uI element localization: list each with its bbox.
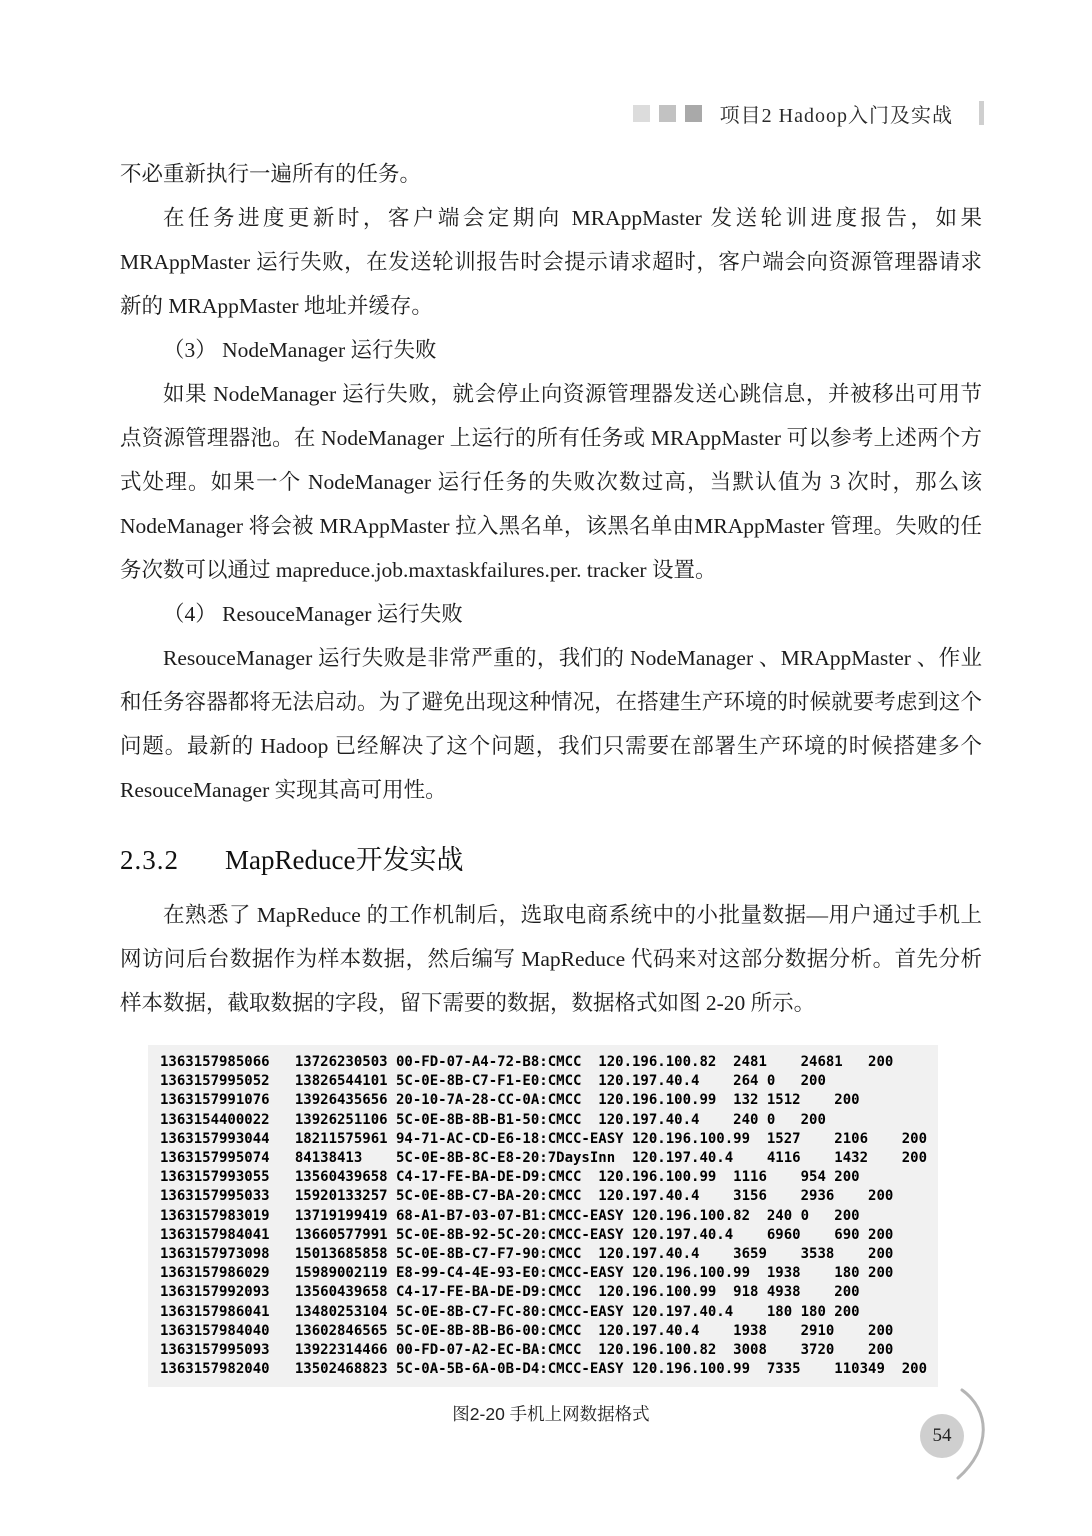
figure-caption: 图2-20 手机上网数据格式 xyxy=(452,1404,650,1425)
code-line: 1363157973098 15013685858 5C-0E-8B-C7-F7-90:CMCC 120.197.40.4 3659 3538 200 xyxy=(160,1246,894,1263)
paragraph: 不必重新执行一遍所有的任务。 xyxy=(120,162,422,186)
section-heading xyxy=(120,838,982,877)
paragraph: 在任务进度更新时，客户端会定期向 MRAppMaster 发送轮训进度报告，如果 MRAppMaster 运行失败，在发送轮训报告时会提示请求超时，客户端会向资源管理器请求新的 MRAppMaster 地址并缓存。 xyxy=(120,206,982,318)
paragraph: 在熟悉了 MapReduce 的工作机制后，选取电商系统中的小批量数据—用户通过手机上网访问后台数据作为样本数据，然后编写 MapReduce 代码来对这部分数据分析。首先分析样本数据，截取数据的字段，留下需要的数据，数据格式如图 2-20 所示。 xyxy=(120,903,982,1015)
list-item-heading: （3） NodeManager 运行失败 xyxy=(163,338,437,362)
code-line: 1363157993044 18211575961 94-71-AC-CD-E6-18:CMCC-EASY 120.196.100.99 1527 2106 200 xyxy=(160,1130,928,1147)
page-footer xyxy=(914,1388,1000,1480)
code-line: 1363157993055 13560439658 C4-17-FE-BA-DE-D9:CMCC 120.196.100.99 1116 954 200 xyxy=(160,1169,860,1186)
section-title: MapReduce开发实战 xyxy=(225,845,464,875)
code-line: 1363157985066 13726230503 00-FD-07-A4-72-B8:CMCC 120.196.100.82 2481 24681 200 xyxy=(160,1054,894,1070)
code-line: 1363157995033 15920133257 5C-0E-8B-C7-BA-20:CMCC 120.197.40.4 3156 2936 200 xyxy=(160,1188,894,1205)
decorative-square-icon xyxy=(633,105,650,122)
paragraph: 如果 NodeManager 运行失败，就会停止向资源管理器发送心跳信息，并被移出可用节点资源管理器池。在 NodeManager 上运行的所有任务或 MRAppMaster 可以参考上述两个方式处理。如果一个 NodeManager 运行任务的失败次数过高，当默认值为 3 次时，那么该 NodeManager 将会被 MRAppMaster 拉入黑名单，该黑名单由MRAppMaster 管理。失败的任务次数可以通过 mapreduce.job.maxtaskfailures.per. tracker 设置。 xyxy=(120,382,982,582)
page-body xyxy=(120,152,982,1426)
code-line: 1363157984040 13602846565 5C-0E-8B-8B-B6-00:CMCC 120.197.40.4 1938 2910 200 xyxy=(160,1322,894,1339)
code-line: 1363157991076 13926435656 20-10-7A-28-CC-0A:CMCC 120.196.100.99 132 1512 200 xyxy=(160,1092,860,1109)
code-line: 1363157986041 13480253104 5C-0E-8B-C7-FC-80:CMCC-EASY 120.197.40.4 180 180 200 xyxy=(160,1303,860,1320)
code-line: 1363154400022 13926251106 5C-0E-8B-8B-B1-50:CMCC 120.197.40.4 240 0 200 xyxy=(160,1111,826,1128)
code-block xyxy=(148,1045,938,1387)
decorative-square-icon xyxy=(685,105,702,122)
paragraph: ResouceManager 运行失败是非常严重的，我们的 NodeManager 、MRAppMaster 、作业和任务容器都将无法启动。为了避免出现这种情况，在搭建生产环境的时候就要考虑到这个问题。最新的 Hadoop 已经解决了这个问题，我们只需要在部署生产环境的时候搭建多个 ResouceManager 实现其高可用性。 xyxy=(120,646,982,802)
code-line: 1363157986029 15989002119 E8-99-C4-4E-93-E0:CMCC-EASY 120.196.100.99 1938 180 200 xyxy=(160,1265,894,1282)
code-line: 1363157995052 13826544101 5C-0E-8B-C7-F1-E0:CMCC 120.197.40.4 264 0 200 xyxy=(160,1073,826,1090)
page-header xyxy=(624,100,984,126)
list-item-heading: （4） ResouceManager 运行失败 xyxy=(163,602,463,626)
code-line: 1363157992093 13560439658 C4-17-FE-BA-DE-D9:CMCC 120.196.100.99 918 4938 200 xyxy=(160,1284,860,1301)
page-number: 54 xyxy=(932,1425,952,1446)
code-line: 1363157995093 13922314466 00-FD-07-A2-EC-BA:CMCC 120.196.100.82 3008 3720 200 xyxy=(160,1342,894,1359)
header-divider-bar xyxy=(979,101,984,125)
code-line: 1363157995074 84138413 5C-0E-8B-8C-E8-20:7DaysInn 120.197.40.4 4116 1432 200 xyxy=(160,1150,928,1167)
code-line: 1363157983019 13719199419 68-A1-B7-03-07-B1:CMCC-EASY 120.196.100.82 240 0 200 xyxy=(160,1207,860,1224)
code-line: 1363157982040 13502468823 5C-0A-5B-6A-0B-D4:CMCC-EASY 120.196.100.99 7335 110349 200 xyxy=(160,1361,928,1378)
chapter-title: 项目2 Hadoop入门及实战 xyxy=(719,104,953,127)
code-line: 1363157984041 13660577991 5C-0E-8B-92-5C-20:CMCC-EASY 120.197.40.4 6960 690 200 xyxy=(160,1226,894,1243)
decorative-square-icon xyxy=(659,105,676,122)
section-number: 2.3.2 xyxy=(120,845,179,875)
header-decoration-squares xyxy=(624,105,702,122)
page-number-badge xyxy=(920,1414,964,1458)
